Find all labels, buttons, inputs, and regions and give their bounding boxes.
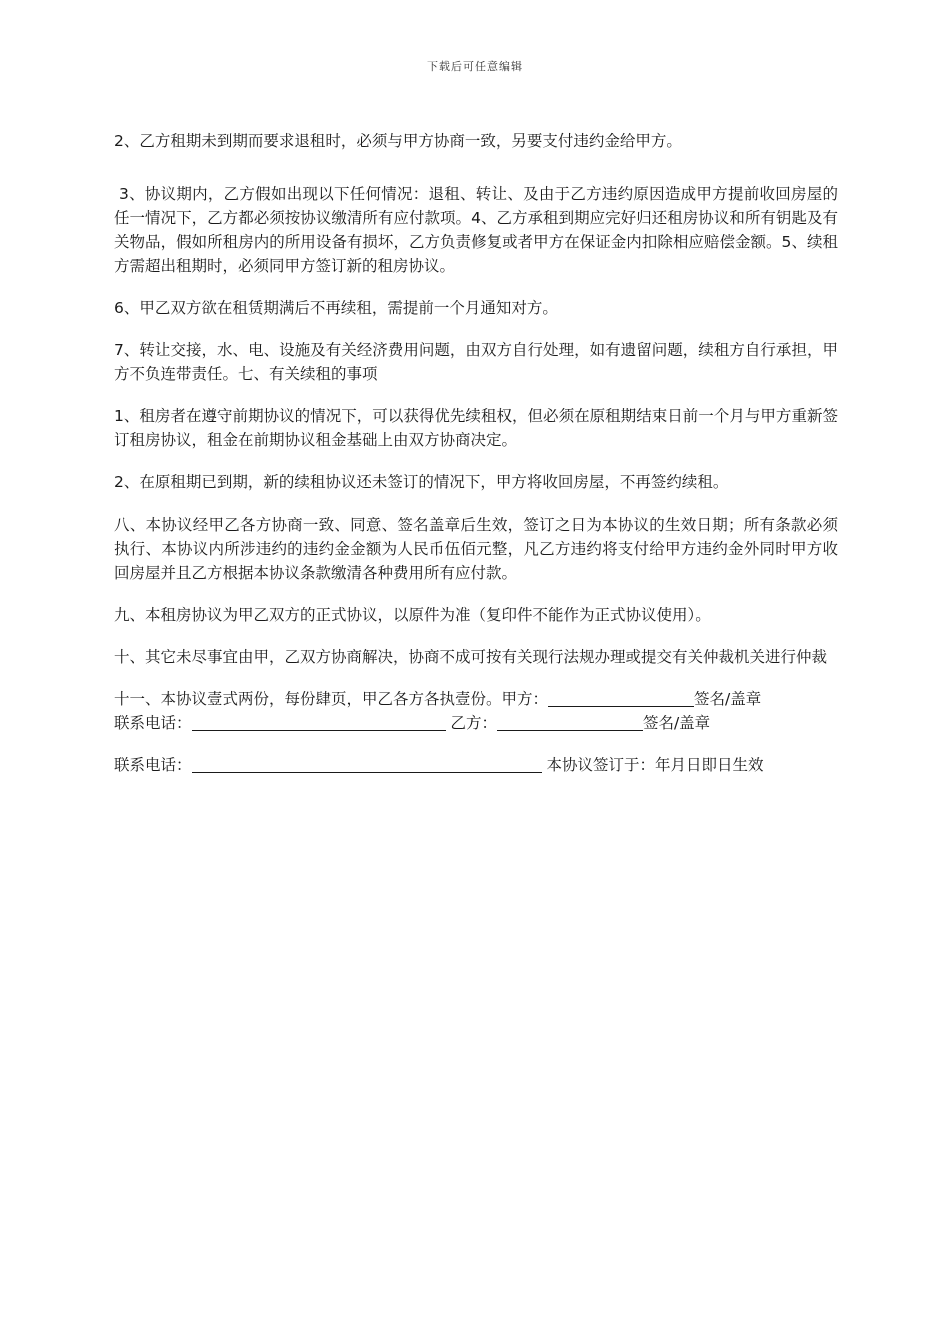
clause-7: 7、转让交接，水、电、设施及有关经济费用问题，由双方自行处理，如有遗留问题，续租方自行承担，甲方不负连带责任。七、有关续租的事项 bbox=[114, 341, 838, 383]
clause-8: 八、本协议经甲乙各方协商一致、同意、签名盖章后生效，签订之日为本协议的生效日期；所有条款必须执行、本协议内所涉违约的违约金金额为人民币伍佰元整，凡乙方违约将支付给甲方违约金外同时甲方收回房屋并且乙方根据本协议条款缴清各种费用所有应付款。 bbox=[114, 516, 838, 582]
signature-a-suffix: 签名/盖章 bbox=[694, 690, 762, 708]
agreement-body bbox=[114, 129, 838, 777]
clause-6: 6、甲乙双方欲在租赁期满后不再续租，需提前一个月通知对方。 bbox=[114, 299, 558, 317]
party-b-label: 乙方： bbox=[445, 714, 497, 732]
renewal-clause-1: 1、租房者在遵守前期协议的情况下，可以获得优先续租权，但必须在原租期结束日前一个月与甲方重新签订租房协议，租金在前期协议租金基础上由双方协商决定。 bbox=[114, 407, 838, 449]
signature-line-phone-b-date bbox=[114, 753, 838, 777]
effective-date-text: 本协议签订于：年月日即日生效 bbox=[541, 756, 764, 774]
signature-line-phone-party-b bbox=[114, 711, 838, 735]
signature-a-prefix: 十一、本协议壹式两份，每份肆页，甲乙各方各执壹份。甲方： bbox=[114, 690, 549, 708]
renewal-clause-2: 2、在原租期已到期，新的续租协议还未签订的情况下，甲方将收回房屋，不再签约续租。 bbox=[114, 473, 729, 491]
party-a-signature-blank[interactable] bbox=[548, 689, 694, 707]
party-a-phone-blank[interactable] bbox=[192, 713, 446, 731]
clause-10: 十、其它未尽事宜由甲，乙双方协商解决，协商不成可按有关现行法规办理或提交有关仲裁机关进行仲裁 bbox=[114, 648, 828, 666]
clause-3: 3、协议期内，乙方假如出现以下任何情况：退租、转让、及由于乙方违约原因造成甲方提前收回房屋的任一情况下，乙方都必须按协议缴清所有应付款项。4、乙方承租到期应完好归还租房协议和所有钥匙及有关物品，假如所租房内的所用设备有损坏，乙方负责修复或者甲方在保证金内扣除相应赔偿金额。5、续租方需超出租期时，必须同甲方签订新的租房协议。 bbox=[114, 185, 838, 275]
party-b-signature-blank[interactable] bbox=[497, 713, 643, 731]
clause-9: 九、本租房协议为甲乙双方的正式协议，以原件为准（复印件不能作为正式协议使用）。 bbox=[114, 606, 711, 624]
phone-b-label: 联系电话： bbox=[114, 756, 192, 774]
page-header: 下载后可任意编辑 bbox=[427, 60, 523, 73]
signature-line-party-a bbox=[114, 687, 838, 711]
party-b-phone-blank[interactable] bbox=[192, 755, 542, 773]
phone-a-label: 联系电话： bbox=[114, 714, 192, 732]
clause-2: 2、乙方租期未到期而要求退租时，必须与甲方协商一致，另要支付违约金给甲方。 bbox=[114, 132, 682, 150]
signature-b-suffix: 签名/盖章 bbox=[642, 714, 711, 732]
